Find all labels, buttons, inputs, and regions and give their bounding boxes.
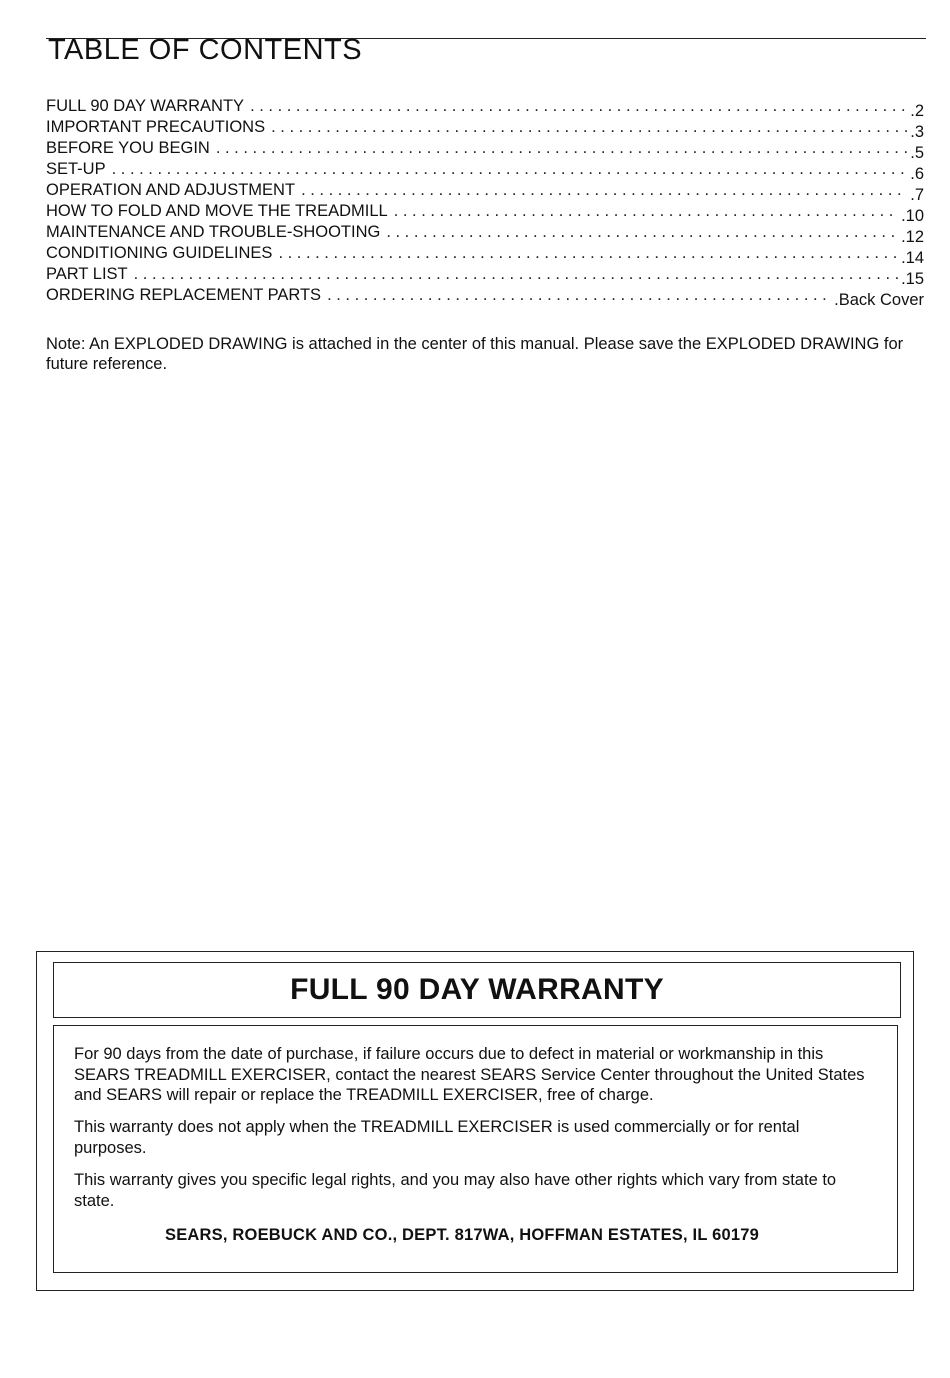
toc-entry-label: SET-UP	[46, 160, 106, 178]
toc-entry-page: .2	[910, 102, 924, 120]
toc-entry[interactable]	[46, 117, 924, 141]
toc-entry-label: IMPORTANT PRECAUTIONS	[46, 118, 266, 136]
toc-entry-page: .7	[910, 186, 924, 204]
toc-entry[interactable]	[46, 96, 924, 120]
toc-entry[interactable]	[46, 159, 924, 183]
toc-entry-label: OPERATION AND ADJUSTMENT	[46, 181, 296, 199]
warranty-paragraph: This warranty gives you specific legal rights, and you may also have other rights which vary from state to state.	[74, 1171, 837, 1210]
toc-list	[46, 96, 924, 309]
toc-title: TABLE OF CONTENTS	[48, 34, 363, 66]
warranty-paragraph: For 90 days from the date of purchase, if failure occurs due to defect in material or workmanship in this SEARS TREADMILL EXERCISER, contact the nearest SEARS Service Center throughout the United States and SEARS will repair or replace the TREADMILL EXERCISER, free of charge.	[74, 1045, 865, 1104]
toc-entry[interactable]	[46, 222, 924, 246]
toc-entry[interactable]	[46, 264, 924, 288]
toc-entry-page: .14	[901, 249, 924, 267]
warranty-title: FULL 90 DAY WARRANTY	[290, 973, 664, 1006]
toc-dot-leader	[250, 96, 907, 117]
toc-entry-page: .10	[901, 207, 924, 225]
sears-address: SEARS, ROEBUCK AND CO., DEPT. 817WA, HOFFMAN ESTATES, IL 60179	[165, 1226, 759, 1244]
toc-dot-leader	[216, 138, 907, 159]
toc-entry-page: .15	[901, 270, 924, 288]
exploded-drawing-note: Note: An EXPLODED DRAWING is attached in the center of this manual. Please save the EXPLODED DRAWING for future reference.	[46, 335, 904, 373]
warranty-title-box	[53, 962, 901, 1018]
toc-entry-page: .5	[910, 144, 924, 162]
toc-entry-label: FULL 90 DAY WARRANTY	[46, 97, 245, 115]
toc-entry-label: ORDERING REPLACEMENT PARTS	[46, 286, 322, 304]
toc-entry-page: .3	[910, 123, 924, 141]
toc-dot-leader	[301, 180, 907, 201]
toc-dot-leader	[386, 222, 898, 243]
toc-entry[interactable]	[46, 180, 924, 204]
toc-dot-leader	[134, 264, 898, 285]
toc-dot-leader	[278, 243, 898, 264]
toc-entry[interactable]	[46, 201, 924, 225]
toc-entry-label: BEFORE YOU BEGIN	[46, 139, 210, 157]
toc-dot-leader	[394, 201, 898, 222]
toc-entry-label: MAINTENANCE AND TROUBLE-SHOOTING	[46, 223, 381, 241]
toc-entry-label: CONDITIONING GUIDELINES	[46, 244, 273, 262]
toc-entry-page: .12	[901, 228, 924, 246]
toc-entry-page: .Back Cover	[834, 291, 924, 309]
toc-entry-page: .6	[910, 165, 924, 183]
toc-entry[interactable]	[46, 138, 924, 162]
toc-entry-label: HOW TO FOLD AND MOVE THE TREADMILL	[46, 202, 388, 220]
toc-dot-leader	[327, 285, 831, 306]
toc-dot-leader	[271, 117, 907, 138]
toc-entry[interactable]	[46, 285, 924, 309]
toc-dot-leader	[112, 159, 908, 180]
toc-entry[interactable]	[46, 243, 924, 267]
toc-entry-label: PART LIST	[46, 265, 128, 283]
warranty-paragraph: This warranty does not apply when the TREADMILL EXERCISER is used commercially or for rental purposes.	[74, 1118, 800, 1157]
